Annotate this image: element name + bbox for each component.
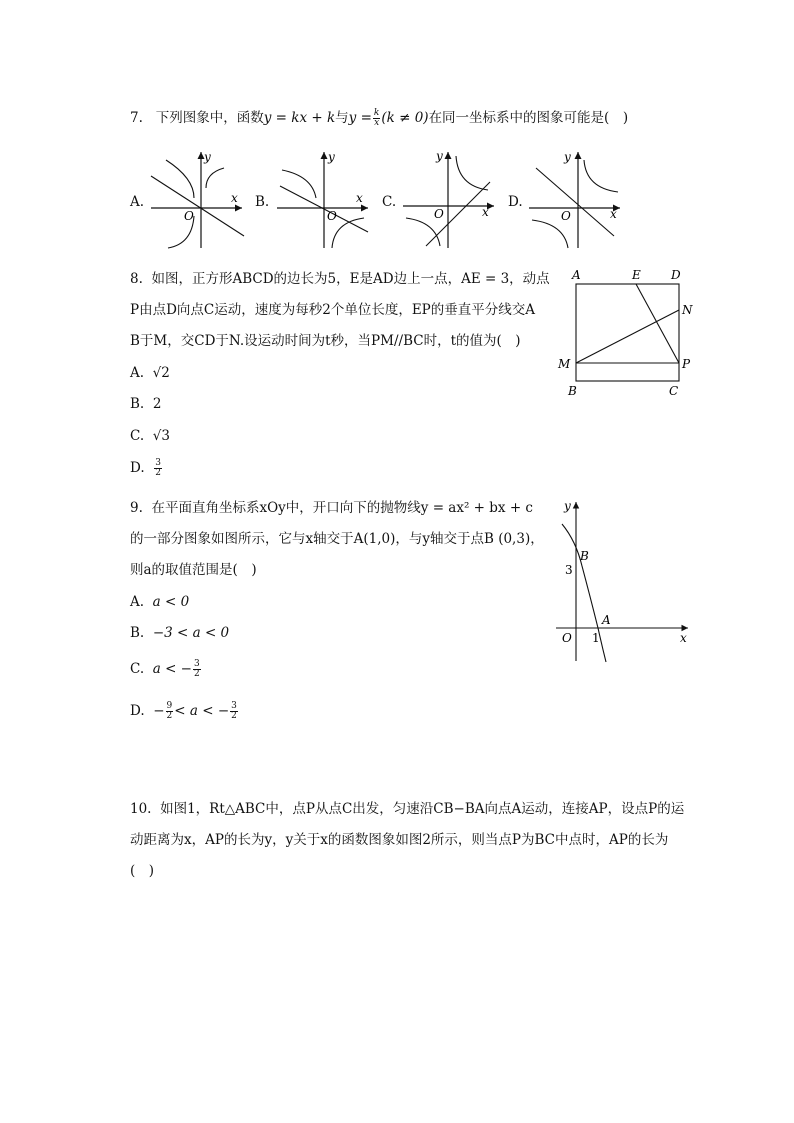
q8-label-m: M	[558, 357, 571, 371]
q8-option-b-value: 2	[152, 396, 162, 412]
q7-expr2-right: (k ≠ 0)	[381, 110, 429, 126]
q9-option-a-value: a < 0	[152, 594, 190, 610]
q8-line1-text: 如图，正方形ABCD的边长为5，E是AD边上一点，AE = 3，动点	[151, 271, 550, 287]
q8-option-b: B. 2	[130, 396, 162, 412]
q10-stem-line2: 动距离为x，AP的长为y，y关于x的函数图象如图2所示，则当点P为BC中点时，AP的长为	[130, 832, 669, 848]
q7-expr2-left: y =	[348, 110, 372, 126]
q7-d-x-label: x	[610, 207, 617, 221]
q8-label-d: D	[671, 268, 681, 282]
q8-option-a: A. √2	[130, 365, 170, 381]
q9-stem-line1	[130, 498, 533, 518]
q9-label-y: y	[564, 499, 571, 513]
q7-text-b: 与	[335, 110, 349, 126]
q8-label-n: N	[682, 303, 693, 317]
q9-option-d-fraction-2: $\frac{3}{2}$	[231, 701, 237, 721]
q7-graph-a	[146, 148, 246, 250]
q9-option-a: A. a < 0	[130, 594, 190, 610]
q9-stem-line3: 则a的取值范围是( )	[130, 562, 257, 578]
q7-c-y-label: y	[436, 149, 443, 163]
q7-c-x-label: x	[482, 205, 489, 219]
q7-graph-b	[272, 148, 372, 250]
q9-label-three: 3	[565, 563, 573, 577]
q9-label-a: A	[602, 613, 611, 627]
q9-option-b: B. −3 < a < 0	[130, 625, 230, 641]
q8-option-c-value: √3	[152, 428, 170, 444]
q9-line1-text: 在平面直角坐标系xOy中，开口向下的抛物线y = ax² + bx + c	[151, 500, 533, 516]
q8-label-p: P	[682, 357, 691, 371]
q9-option-c-fraction: $\frac{3}{2}$	[194, 659, 200, 679]
q8-label-b: B	[568, 384, 577, 398]
q8-option-d: D. $\frac{3}{2}$	[130, 458, 161, 478]
q9-figure-parabola	[552, 496, 694, 666]
q7-graph-d	[524, 148, 624, 250]
q8-stem-line2: P由点D向点C运动，速度为每秒2个单位长度，EP的垂直平分线交A	[130, 302, 536, 318]
q8-stem-line1	[130, 269, 550, 289]
q8-figure-square	[556, 264, 696, 402]
q7-a-y-label: y	[204, 150, 211, 164]
q9-option-b-value: −3 < a < 0	[152, 625, 230, 641]
q7-option-a-label: A.	[130, 194, 145, 210]
q9-stem-line2: 的一部分图象如图所示，它与x轴交于A(1,0)，与y轴交于点B (0,3)，	[130, 531, 544, 547]
q9-label-x: x	[680, 631, 687, 645]
q9-option-c: C. a < − $\frac{3}{2}$	[130, 659, 200, 679]
q8-option-c: C. √3	[130, 428, 170, 444]
q7-graph-c	[398, 148, 498, 250]
q9-option-c-prefix: a < −	[152, 661, 192, 677]
q9-label-b: B	[580, 549, 589, 563]
q10-stem-line3: ( )	[130, 863, 155, 879]
q8-stem-line3: B于M，交CD于N.设运动时间为t秒，当PM//BC时，t的值为( )	[130, 333, 521, 349]
q8-number: 8.	[130, 271, 143, 287]
q7-option-d-label: D.	[508, 194, 523, 210]
q7-d-origin: O	[561, 209, 571, 223]
q10-line1-text: 如图1，Rt△ABC中，点P从点C出发，匀速沿CB−BA向点A运动，连接AP，设点P的运	[160, 801, 685, 817]
q9-label-o: O	[562, 631, 572, 645]
q8-label-e: E	[632, 268, 641, 282]
q7-b-origin: O	[327, 209, 337, 223]
q7-a-origin: O	[184, 209, 194, 223]
q7-d-y-label: y	[564, 150, 571, 164]
q9-label-one: 1	[592, 631, 600, 645]
q7-a-x-label: x	[231, 191, 238, 205]
q7-text-a: 下列图象中，函数	[155, 110, 264, 126]
q9-option-d: D. − $\frac{9}{2}$ < a < − $\frac{3}{2}$	[130, 701, 237, 721]
q7-expr1: y = kx + k	[263, 110, 336, 126]
q7-option-c-label: C.	[382, 194, 397, 210]
q7-text-c: 在同一坐标系中的图象可能是( )	[428, 110, 629, 126]
q7-fraction: $\frac{k}{x}$	[373, 108, 380, 128]
q8-option-d-fraction: $\frac{3}{2}$	[155, 458, 161, 478]
q8-option-a-value: √2	[152, 365, 170, 381]
q7-option-b-label: B.	[255, 194, 270, 210]
q10-number: 10.	[130, 801, 152, 817]
q7-stem	[130, 108, 628, 128]
q9-number: 9.	[130, 500, 143, 516]
q7-number: 7.	[130, 110, 143, 126]
q7-c-origin: O	[434, 207, 444, 221]
q10-stem-line1	[130, 799, 684, 819]
q9-option-d-fraction-1: $\frac{9}{2}$	[166, 701, 173, 721]
q7-b-y-label: y	[328, 150, 335, 164]
q7-b-x-label: x	[356, 191, 363, 205]
q8-label-c: C	[669, 384, 679, 398]
q8-label-a: A	[572, 268, 581, 282]
